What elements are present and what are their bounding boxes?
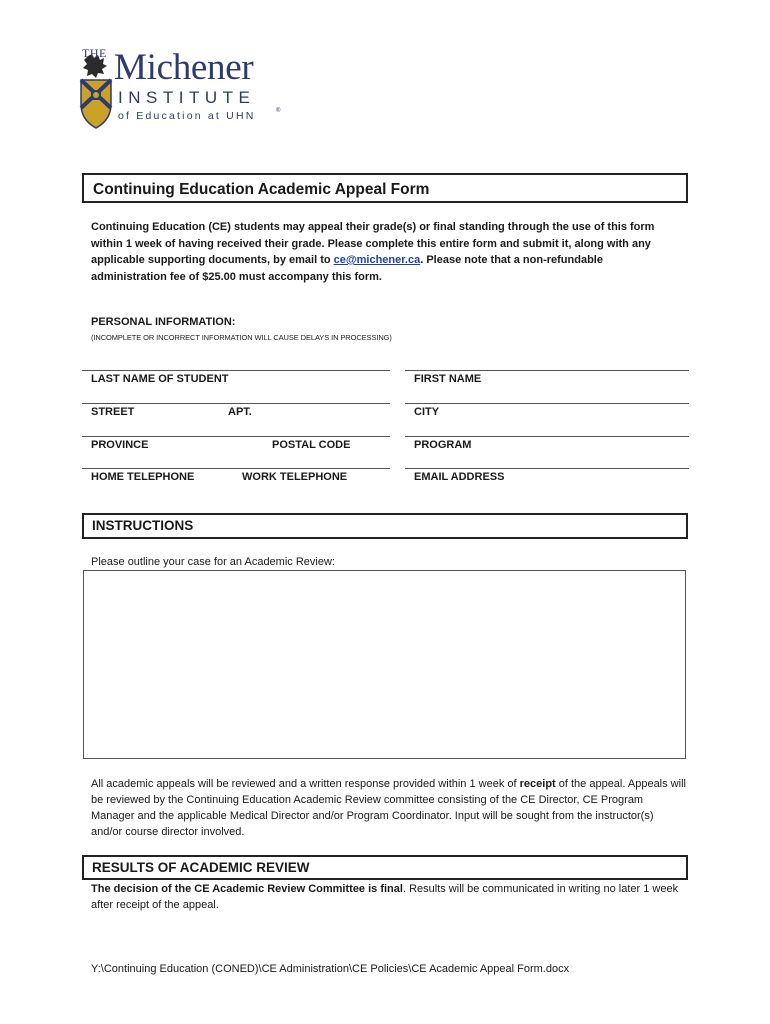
divider xyxy=(405,468,689,469)
footer-file-path: Y:\Continuing Education (CONED)\CE Administration\CE Policies\CE Academic Appeal Form.docx xyxy=(91,963,570,975)
instructions-heading: INSTRUCTIONS xyxy=(82,513,688,539)
results-heading: RESULTS OF ACADEMIC REVIEW xyxy=(82,855,688,880)
crest-icon xyxy=(78,52,114,132)
divider xyxy=(82,436,390,437)
logo-name: Michener xyxy=(114,47,254,88)
home-telephone-field[interactable]: HOME TELEPHONE xyxy=(91,471,195,483)
results-text: . Results will be communicated in writing no later 1 week after receipt of the appeal. xyxy=(91,883,679,911)
results-text-bold: The decision of the CE Academic Review Committee is final xyxy=(91,883,403,895)
review-text-2: of the appeal. Appeals will be reviewed by the Continuing Education Academic Review committee consisting of the CE Director, CE Program Manager and the applicable Medical Director and/or Program Coordinator. Input will be sought from the instructor(s) and/or course director involved. xyxy=(91,778,686,838)
form-intro xyxy=(91,219,681,285)
apt-field[interactable]: APT. xyxy=(228,406,252,418)
logo-the: THE xyxy=(82,46,107,60)
personal-info-note: (INCOMPLETE OR INCORRECT INFORMATION WILL CAUSE DELAYS IN PROCESSING) xyxy=(91,333,392,342)
divider xyxy=(405,370,689,371)
results-paragraph xyxy=(91,881,687,913)
divider xyxy=(405,403,689,404)
divider xyxy=(82,370,390,371)
email-link[interactable]: ce@michener.ca xyxy=(333,254,421,266)
review-paragraph xyxy=(91,776,687,840)
first-name-field[interactable]: FIRST NAME xyxy=(414,373,482,385)
case-textarea[interactable] xyxy=(83,570,686,759)
form-title: Continuing Education Academic Appeal Form xyxy=(82,173,688,203)
personal-info-heading: PERSONAL INFORMATION: xyxy=(91,316,236,328)
review-text-bold: receipt xyxy=(519,778,556,790)
postal-code-field[interactable]: POSTAL CODE xyxy=(272,439,351,451)
logo-institute: INSTITUTE xyxy=(118,88,256,107)
city-field[interactable]: CITY xyxy=(414,406,440,418)
last-name-field[interactable]: LAST NAME OF STUDENT xyxy=(91,373,229,385)
michener-logo xyxy=(78,46,293,138)
province-field[interactable]: PROVINCE xyxy=(91,439,149,451)
street-field[interactable]: STREET xyxy=(91,406,135,418)
divider xyxy=(405,436,689,437)
work-telephone-field[interactable]: WORK TELEPHONE xyxy=(242,471,348,483)
logo-registered-mark: ® xyxy=(276,108,281,114)
case-prompt: Please outline your case for an Academic Review: xyxy=(91,556,335,568)
program-field[interactable]: PROGRAM xyxy=(414,439,472,451)
intro-text-2: . Please note that a non-refundable administration fee of $25.00 must accompany this form. xyxy=(91,254,603,283)
review-text-1: All academic appeals will be reviewed and a written response provided within 1 week of xyxy=(91,778,520,790)
divider xyxy=(82,403,390,404)
divider xyxy=(82,468,390,469)
intro-text-1: Continuing Education (CE) students may appeal their grade(s) or final standing through the use of this form within 1 week of having received their grade. Please complete this entire form and submit it, along with any applicable supporting documents, by email to xyxy=(91,221,655,266)
email-address-field[interactable]: EMAIL ADDRESS xyxy=(414,471,505,483)
logo-tagline: of Education at UHN xyxy=(118,110,256,122)
